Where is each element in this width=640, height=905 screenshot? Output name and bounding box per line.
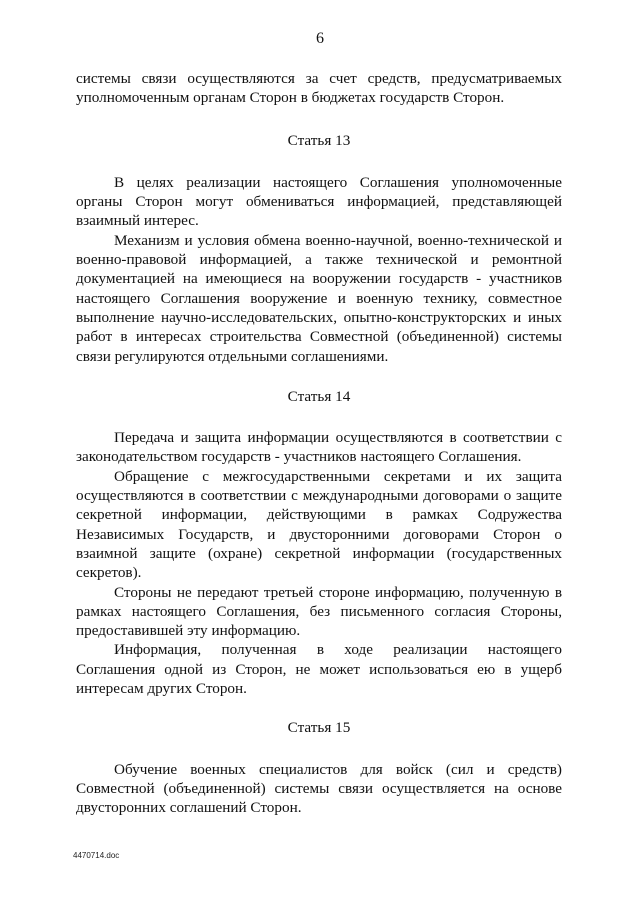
article-15-heading: Статья 15 [287,719,351,737]
article-14-paragraph-4: Информация, полученная в ходе реализации настоящего Соглашения одной из Сторон, не может использоваться ею в ущерб интересам других Сторон. [76,641,562,698]
article-14-paragraph-1: Передача и защита информации осуществляются в соответствии с законодательством государств - участников настоящего Соглашения. [76,429,562,466]
article-15-paragraph-1: Обучение военных специалистов для войск (сил и средств) Совместной (объединенной) системы связи осуществляется на основе двусторонних соглашений Сторон. [76,760,562,817]
article-14-heading: Статья 14 [287,387,351,405]
paragraph-continuation: системы связи осуществляются за счет средств, предусматриваемых уполномоченным органам Сторон в бюджетах государств Сторон. [76,70,562,107]
article-14-paragraph-2: Обращение с межгосударственными секретами и их защита осуществляются в соответствии с международными договорами о защите секретной информации, действующими в рамках Содружества Независимых Государств, и двусторонними договорами Сторон о взаимной защите (охране) секретной информации (государственных секретов). [76,467,562,582]
article-13-paragraph-2: Механизм и условия обмена военно-научной, военно-технической и военно-правовой информацией, а также технической и ремонтной документацией на имеющиеся на вооружении государств - участников настоящего Соглашения вооружение и военную технику, совместное выполнение научно-исследовательских, опытно-конструкторских и иных работ в интересах строительства Совместной (объединенной) системы связи регулируются отдельными соглашениями. [76,231,562,365]
article-14-paragraph-3: Стороны не передают третьей стороне информацию, полученную в рамках настоящего Соглашения, без письменного согласия Стороны, предоставившей эту информацию. [76,583,562,640]
article-13-paragraph-1: В целях реализации настоящего Соглашения уполномоченные органы Сторон могут обмениваться информацией, представляющей взаимный интерес. [76,173,562,230]
page-number: 6 [316,30,324,47]
article-13-heading: Статья 13 [287,131,351,149]
document-body [76,69,562,818]
footer-file-name: 4470714.doc [73,851,120,860]
